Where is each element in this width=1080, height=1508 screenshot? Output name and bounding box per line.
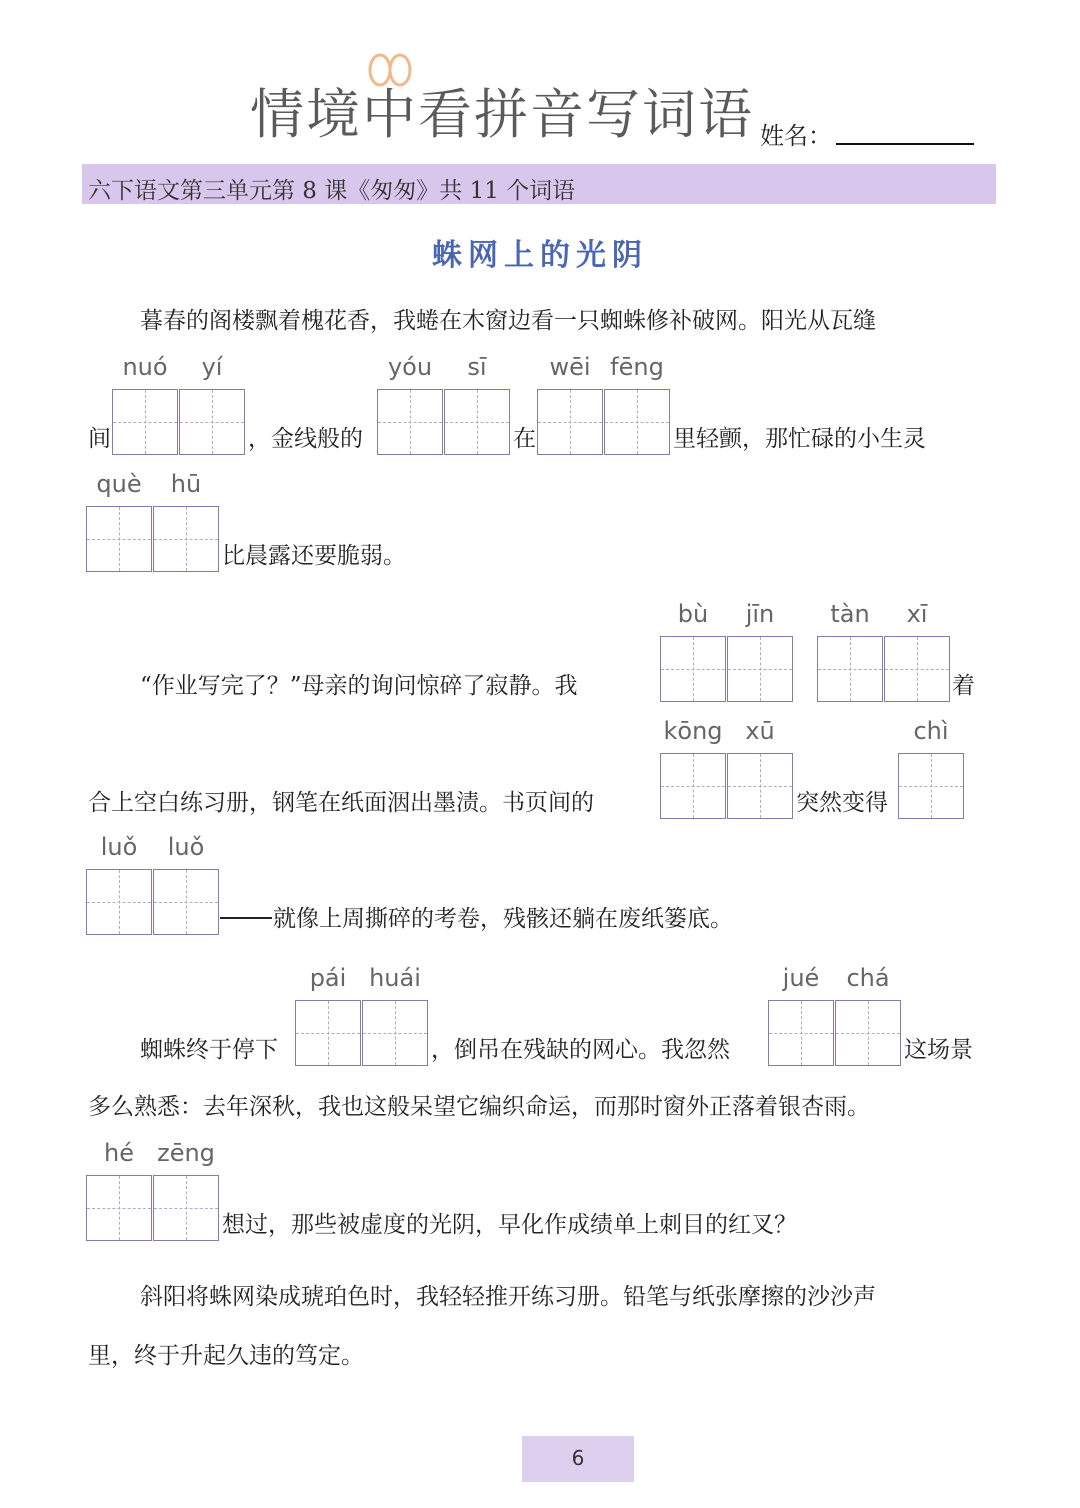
writing-cell[interactable] <box>768 1000 834 1066</box>
writing-cell[interactable] <box>153 869 219 935</box>
writing-cell[interactable] <box>179 389 245 455</box>
paragraph-text: 突然变得 <box>796 790 888 816</box>
worksheet-title: 情境中看拼音写词语 <box>250 83 754 146</box>
writing-cell[interactable] <box>660 636 726 702</box>
pinyin-label: nuó <box>122 353 168 381</box>
paragraph-text: 着 <box>952 673 975 699</box>
pinyin-label: hū <box>170 470 202 498</box>
paragraph-text: 在 <box>513 426 536 452</box>
name-field[interactable] <box>836 143 974 145</box>
pinyin-label: tàn <box>830 600 870 628</box>
paragraph-text: “作业写完了？”母亲的询问惊碎了寂静。我 <box>140 673 578 699</box>
writing-cell[interactable] <box>444 389 510 455</box>
writing-cell[interactable] <box>86 869 152 935</box>
writing-cell[interactable] <box>537 389 603 455</box>
pinyin-label: hé <box>104 1139 134 1167</box>
writing-cell[interactable] <box>660 753 726 819</box>
writing-cell[interactable] <box>377 389 443 455</box>
pinyin-label: kōng <box>663 717 723 745</box>
paragraph-text: 里，终于升起久违的笃定。 <box>88 1343 364 1369</box>
writing-cell[interactable] <box>727 753 793 819</box>
pinyin-label: xū <box>745 717 775 745</box>
pinyin-label: luǒ <box>100 833 138 861</box>
story-title: 蛛网上的光阴 <box>432 238 648 273</box>
writing-cell[interactable] <box>727 636 793 702</box>
writing-cell[interactable] <box>884 636 950 702</box>
writing-cell[interactable] <box>817 636 883 702</box>
writing-cell[interactable] <box>835 1000 901 1066</box>
pinyin-label: fēng <box>610 353 664 381</box>
pinyin-label: yí <box>201 353 223 381</box>
paragraph-text: 蜘蛛终于停下 <box>140 1037 278 1063</box>
pinyin-label: wēi <box>549 353 591 381</box>
paragraph-text: 斜阳将蛛网染成琥珀色时，我轻轻推开练习册。铅笔与纸张摩擦的沙沙声 <box>140 1284 876 1310</box>
paragraph-text: ，金线般的 <box>248 426 363 452</box>
paragraph-text: 比晨露还要脆弱。 <box>222 543 406 569</box>
paragraph-text: 想过，那些被虚度的光阴，早化作成绩单上刺目的红叉？ <box>222 1212 797 1238</box>
page-number: 6 <box>571 1446 585 1470</box>
paragraph-text: ，倒吊在残缺的网心。我忽然 <box>431 1037 730 1063</box>
pinyin-label: bù <box>677 600 709 628</box>
paragraph-text: 多么熟悉：去年深秋，我也这般呆望它编织命运，而那时窗外正落着银杏雨。 <box>88 1094 870 1120</box>
em-dash <box>220 917 272 919</box>
lesson-banner-text: 六下语文第三单元第 8 课《匆匆》共 11 个词语 <box>88 178 576 204</box>
paragraph-text: 里轻颤，那忙碌的小生灵 <box>673 426 926 452</box>
writing-cell[interactable] <box>604 389 670 455</box>
name-label: 姓名： <box>760 122 832 150</box>
writing-cell[interactable] <box>112 389 178 455</box>
pinyin-label: sī <box>467 353 487 381</box>
pinyin-label: xī <box>906 600 928 628</box>
pinyin-label: què <box>96 470 142 498</box>
pinyin-label: chì <box>913 717 949 745</box>
pinyin-label: pái <box>309 964 347 992</box>
pinyin-label: luǒ <box>167 833 205 861</box>
paragraph-text: 暮春的阁楼飘着槐花香，我蜷在木窗边看一只蜘蛛修补破网。阳光从瓦缝 <box>140 308 876 334</box>
paragraph-text: 就像上周撕碎的考卷，残骸还躺在废纸篓底。 <box>273 906 733 932</box>
pinyin-label: jīn <box>745 600 775 628</box>
paragraph-text: 间 <box>88 426 111 452</box>
writing-cell[interactable] <box>86 1175 152 1241</box>
pinyin-label: zēng <box>157 1139 215 1167</box>
writing-cell[interactable] <box>153 1175 219 1241</box>
writing-cell[interactable] <box>153 506 219 572</box>
pinyin-label: jué <box>782 964 820 992</box>
pinyin-label: chá <box>846 964 890 992</box>
writing-cell[interactable] <box>898 753 964 819</box>
pinyin-label: yóu <box>387 353 433 381</box>
paragraph-text: 合上空白练习册，钢笔在纸面洇出墨渍。书页间的 <box>88 790 594 816</box>
writing-cell[interactable] <box>362 1000 428 1066</box>
writing-cell[interactable] <box>86 506 152 572</box>
paragraph-text: 这场景 <box>904 1037 973 1063</box>
writing-cell[interactable] <box>295 1000 361 1066</box>
pinyin-label: huái <box>369 964 421 992</box>
